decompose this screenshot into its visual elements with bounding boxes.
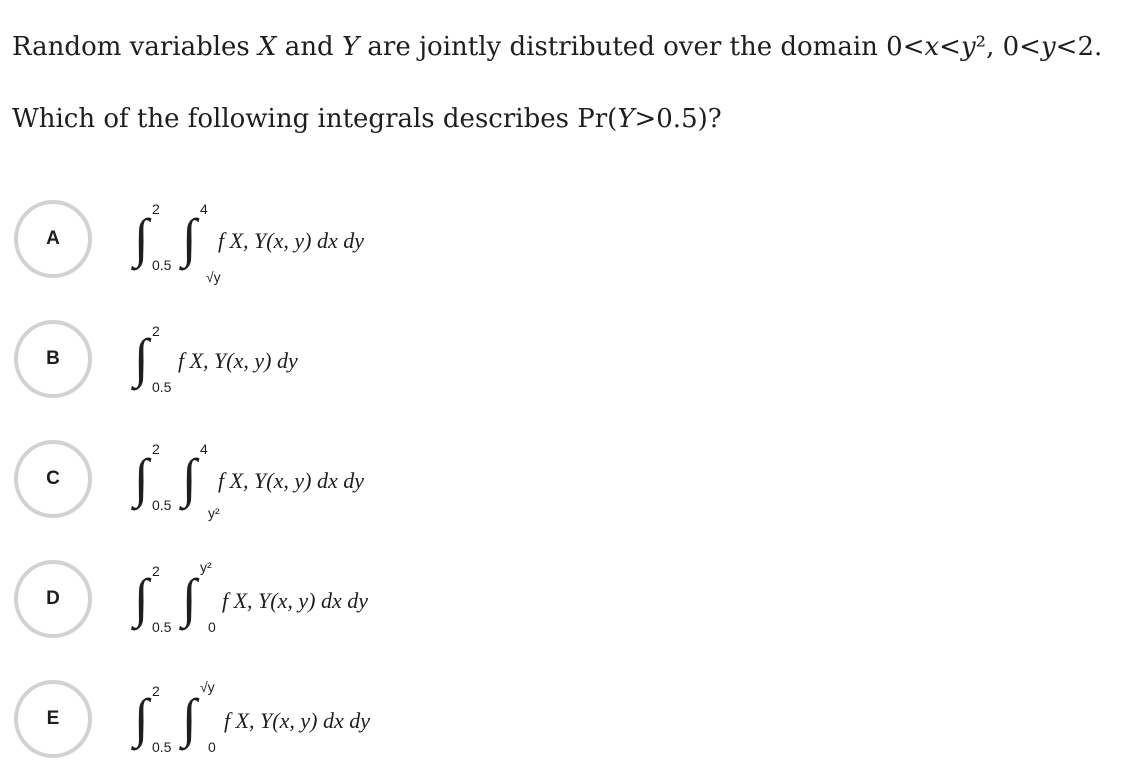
inner-lower-limit: 0 bbox=[208, 619, 216, 635]
outer-lower-limit: 0.5 bbox=[152, 379, 172, 395]
question-text: <2. bbox=[1055, 32, 1103, 62]
integral-sign-inner: ∫ bbox=[182, 568, 197, 628]
question-text: , 0< bbox=[986, 32, 1041, 62]
integral-sign-outer: ∫ bbox=[134, 328, 149, 388]
outer-lower-limit: 0.5 bbox=[152, 257, 172, 273]
outer-upper-limit: 2 bbox=[152, 683, 160, 699]
integrand: f X, Y(x, y) dy bbox=[178, 348, 298, 373]
variable-y-lower: y bbox=[1040, 32, 1056, 62]
superscript-two: ² bbox=[975, 32, 987, 62]
question-text: are jointly distributed over the domain 0< bbox=[359, 32, 925, 62]
question-line-1 bbox=[12, 32, 1102, 62]
integral-formula-b bbox=[126, 318, 486, 398]
outer-upper-limit: 2 bbox=[152, 201, 160, 217]
integral-sign-inner: ∫ bbox=[182, 208, 197, 268]
option-badge-e[interactable]: E bbox=[14, 680, 92, 758]
outer-lower-limit: 0.5 bbox=[152, 739, 172, 755]
variable-x: X bbox=[258, 32, 277, 62]
question-text: and bbox=[276, 32, 342, 62]
question-text: < bbox=[939, 32, 961, 62]
integrand: f X, Y(x, y) dx dy bbox=[218, 228, 364, 253]
outer-lower-limit: 0.5 bbox=[152, 619, 172, 635]
integral-sign-inner: ∫ bbox=[182, 688, 197, 748]
integral-sign-outer: ∫ bbox=[134, 208, 149, 268]
inner-lower-limit: y² bbox=[208, 505, 220, 521]
inner-lower-limit: √y bbox=[206, 269, 221, 285]
variable-y: Y bbox=[341, 32, 360, 62]
inner-upper-limit: y² bbox=[200, 559, 212, 575]
variable-x-lower: x bbox=[924, 32, 940, 62]
outer-upper-limit: 2 bbox=[152, 441, 160, 457]
question-text: >0.5)? bbox=[634, 104, 722, 134]
question-line-2 bbox=[12, 104, 722, 134]
integrand: f X, Y(x, y) dx dy bbox=[224, 708, 370, 733]
inner-upper-limit: 4 bbox=[200, 201, 208, 217]
variable-y: Y bbox=[617, 104, 635, 134]
integral-expression-d bbox=[126, 558, 486, 638]
integral-formula-a bbox=[126, 198, 486, 285]
integral-sign-inner: ∫ bbox=[182, 448, 197, 508]
outer-upper-limit: 2 bbox=[152, 563, 160, 579]
answer-option-d[interactable] bbox=[14, 558, 714, 638]
inner-lower-limit: 0 bbox=[208, 739, 216, 755]
answer-option-b[interactable] bbox=[14, 318, 714, 398]
integral-sign-outer: ∫ bbox=[134, 448, 149, 508]
answer-option-c[interactable] bbox=[14, 438, 714, 521]
option-badge-a[interactable]: A bbox=[14, 200, 92, 278]
outer-upper-limit: 2 bbox=[152, 323, 160, 339]
answer-option-a[interactable] bbox=[14, 198, 714, 285]
integral-formula-d bbox=[126, 558, 486, 638]
integral-expression-c bbox=[126, 438, 486, 521]
integrand: f X, Y(x, y) dx dy bbox=[218, 468, 364, 493]
question-text: Random variables bbox=[12, 32, 259, 62]
option-badge-c[interactable]: C bbox=[14, 440, 92, 518]
inner-upper-limit: √y bbox=[200, 679, 215, 695]
question-text: Which of the following integrals describes Pr( bbox=[12, 104, 618, 134]
answer-option-e[interactable] bbox=[14, 678, 714, 758]
variable-y-lower: y bbox=[960, 32, 976, 62]
integral-sign-outer: ∫ bbox=[134, 688, 149, 748]
inner-upper-limit: 4 bbox=[200, 441, 208, 457]
integral-formula-c bbox=[126, 438, 486, 521]
option-badge-b[interactable]: B bbox=[14, 320, 92, 398]
integral-expression-e bbox=[126, 678, 486, 758]
outer-lower-limit: 0.5 bbox=[152, 497, 172, 513]
integral-formula-e bbox=[126, 678, 486, 758]
integral-expression-b bbox=[126, 318, 486, 398]
integrand: f X, Y(x, y) dx dy bbox=[222, 588, 368, 613]
integral-sign-outer: ∫ bbox=[134, 568, 149, 628]
integral-expression-a bbox=[126, 198, 486, 285]
option-badge-d[interactable]: D bbox=[14, 560, 92, 638]
